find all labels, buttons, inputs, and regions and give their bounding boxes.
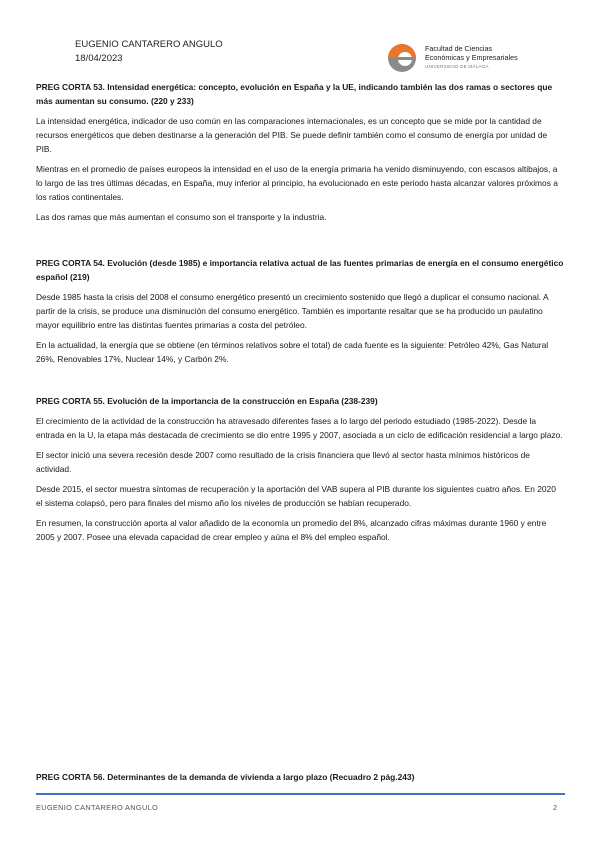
faculty-logo — [383, 43, 533, 75]
question-53-paragraph-1: La intensidad energética, indicador de uso común en las comparaciones internacionales, es un concepto que se mide por la cantidad de recursos energéticos que deben destinarse a la generación del PIB. Se puede definir también como el consumo de energía por unidad de PIB. — [36, 116, 548, 154]
faculty-logo-icon — [383, 43, 421, 73]
page-number: 2 — [553, 803, 558, 812]
question-54-code: PREG CORTA 54. — [36, 258, 105, 268]
header-author: EUGENIO CANTARERO ANGULO — [75, 39, 223, 50]
logo-line-1: Facultad de Ciencias — [425, 44, 493, 53]
question-56-code: PREG CORTA 56. — [36, 772, 105, 782]
section-spacer — [36, 372, 564, 394]
question-54-heading — [36, 256, 564, 284]
question-55-heading — [36, 394, 564, 408]
question-53-code: PREG CORTA 53. — [36, 82, 105, 92]
question-55-paragraph-4: En resumen, la construcción aporta al valor añadido de la economía un promedio del 8%, alcanzado cifras máximas durante 1960 y entre 2005 y 2007. Posee una elevada capacidad de crear empleo y aúna el 8% del empleo español. — [36, 518, 547, 542]
header-author-block — [75, 38, 223, 66]
question-55-paragraph-1: El crecimiento de la actividad de la construcción ha atravesado diferentes fases a lo largo del periodo estudiado (1985-2022). Desde la entrada en la U, la etapa más destacada de crecimiento se dio entre 1995 y 2007, asociada a un ciclo de edificación residencial a largo plazo. — [36, 416, 563, 440]
question-55-code: PREG CORTA 55. — [36, 396, 105, 406]
faculty-logo-text — [425, 44, 518, 71]
document-body — [36, 80, 564, 550]
logo-line-3: UNIVERSIDAD DE MÁLAGA — [425, 64, 489, 69]
header-date: 18/04/2023 — [75, 53, 123, 64]
question-56-title: Determinantes de la demanda de vivienda a largo plazo (Recuadro 2 pág.243) — [107, 772, 415, 782]
question-56-heading — [36, 772, 414, 782]
question-53-paragraph-2: Mientras en el promedio de países europeos la intensidad en el uso de la energía primaria ha venido disminuyendo, con escasos altibajos, a lo largo de las tres últimas décadas, en España, muy inferior al principio, ha evolucionado en este periodo hasta alcanzar valores próximos a los ratios continentales. — [36, 164, 558, 202]
question-54-title: Evolución (desde 1985) e importancia relativa actual de las fuentes primarias de energía en el consumo energético español (219) — [36, 258, 564, 282]
question-54-paragraph-2: En la actualidad, la energía que se obtiene (en términos relativos sobre el total) de cada fuente es la siguiente: Petróleo 42%, Gas Natural 26%, Renovables 17%, Nuclear 14%, y Carbón 2%. — [36, 340, 549, 364]
footer-author: EUGENIO CANTARERO ANGULO — [36, 803, 159, 812]
question-54-paragraph-1: Desde 1985 hasta la crisis del 2008 el consumo energético presentó un crecimiento sostenido que llegó a duplicar el consumo nacional. A partir de la crisis, se produce una disminución del consumo energético. También es importante resaltar que se ha producido un paulatino mayor equilibrio entre las distintas fuentes primarias a costa del petróleo. — [36, 292, 549, 330]
footer-rule — [36, 793, 565, 795]
question-55-paragraph-3: Desde 2015, el sector muestra síntomas de recuperación y la aportación del VAB supera al PIB durante los siguientes cuatro años. En 2020 el sistema colapsó, pero para finales del mismo año los niveles de producción se habían recuperado. — [36, 484, 556, 508]
question-55-paragraph-2: El sector inició una severa recesión desde 2007 como resultado de la crisis financiera que llevó al sector hasta mínimos históricos de actividad. — [36, 450, 530, 474]
question-55-title: Evolución de la importancia de la construcción en España (238-239) — [107, 396, 378, 406]
question-53-heading — [36, 80, 564, 108]
question-53-title: Intensidad energética: concepto, evolución en España y la UE, indicando también las dos ramas o sectores que más aumentan su consumo. (220 y 233) — [36, 82, 553, 106]
question-53-paragraph-3: Las dos ramas que más aumentan el consumo son el transporte y la industria. — [36, 212, 327, 222]
logo-line-2: Económicas y Empresariales — [425, 53, 518, 62]
section-spacer — [36, 230, 564, 256]
